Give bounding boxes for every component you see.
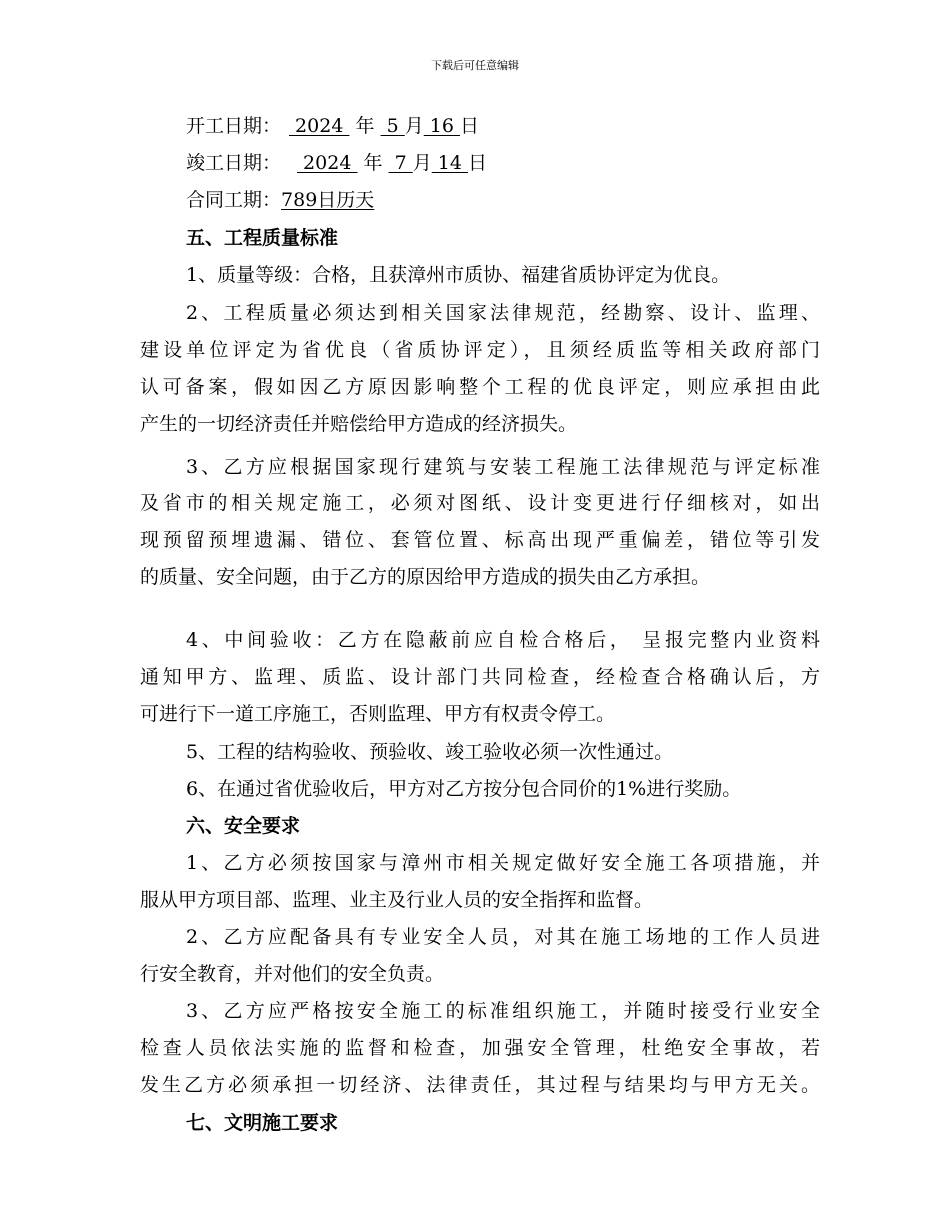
s5-line-13: 5、工程的结构验收、预验收、竣工验收必须一次性通过。 — [186, 741, 674, 763]
s5-line-8: 现预留预埋遗漏、错位、套管位置、标高出现严重偏差，错位等引发 — [140, 529, 820, 551]
duration-line — [186, 189, 820, 212]
section7-title: 七、文明施工要求 — [186, 1112, 339, 1134]
start-date-label: 开工日期： — [186, 115, 282, 137]
end-month: 7 — [388, 152, 413, 174]
s6-line-6: 检查人员依法实施的监督和检查，加强安全管理，杜绝安全事故，若 — [140, 1037, 820, 1059]
s5-line-2: 2、工程质量必须达到相关国家法律规范，经勘察、设计、监理、 — [186, 302, 820, 324]
s5-line-12: 可进行下一道工序施工，否则监理、甲方有权责令停工。 — [140, 703, 616, 725]
duration-value: 789日历天 — [281, 189, 375, 211]
s5-line-7: 及省市的相关规定施工，必须对图纸、设计变更进行仔细核对，如出 — [140, 492, 820, 514]
s6-line-5: 3、乙方应严格按安全施工的标准组织施工，并随时接受行业安全 — [186, 1000, 820, 1022]
s6-line-1: 1、乙方必须按国家与漳州市相关规定做好安全施工各项措施，并 — [186, 852, 820, 874]
section6-title: 六、安全要求 — [186, 815, 301, 837]
s5-line-1: 1、质量等级：合格，且获漳州市质协、福建省质协评定为优良。 — [186, 264, 731, 286]
s5-line-3: 建设单位评定为省优良（省质协评定），且须经质监等相关政府部门 — [140, 339, 820, 361]
duration-label: 合同工期： — [186, 189, 282, 211]
s6-line-3: 2、乙方应配备具有专业安全人员，对其在施工场地的工作人员进 — [186, 926, 820, 948]
end-month-unit: 月 — [412, 152, 432, 174]
s5-line-10: 4、中间验收：乙方在隐蔽前应自检合格后， 呈报完整内业资料 — [186, 629, 820, 651]
end-date-line — [186, 152, 820, 175]
start-day-unit: 日 — [460, 115, 480, 137]
s6-line-2: 服从甲方项目部、监理、业主及行业人员的安全指挥和监督。 — [140, 889, 654, 911]
start-year: 2024 — [289, 115, 350, 137]
s5-line-11: 通知甲方、监理、质监、设计部门共同检查，经检查合格确认后，方 — [140, 666, 820, 688]
end-year-unit: 年 — [363, 152, 383, 174]
s5-line-6: 3、乙方应根据国家现行建筑与安装工程施工法律规范与评定标准 — [186, 456, 820, 478]
start-month: 5 — [380, 115, 405, 137]
end-day: 14 — [431, 152, 469, 174]
start-year-unit: 年 — [355, 115, 375, 137]
s5-line-4: 认可备案，假如因乙方原因影响整个工程的优良评定，则应承担由此 — [140, 376, 820, 398]
s6-line-7: 发生乙方必须承担一切经济、法律责任，其过程与结果均与甲方无关。 — [140, 1074, 820, 1096]
s6-line-4: 行安全教育，并对他们的安全负责。 — [140, 963, 445, 985]
start-month-unit: 月 — [404, 115, 424, 137]
section5-title: 五、工程质量标准 — [186, 227, 339, 249]
end-day-unit: 日 — [468, 152, 488, 174]
page-header: 下载后可任意编辑 — [431, 59, 519, 72]
start-date-line — [186, 115, 820, 138]
end-date-label: 竣工日期： — [186, 152, 282, 174]
end-year: 2024 — [297, 152, 358, 174]
s5-line-9: 的质量、安全问题，由于乙方的原因给甲方造成的损失由乙方承担。 — [140, 566, 711, 588]
s5-line-14: 6、在通过省优验收后，甲方对乙方按分包合同价的1%进行奖励。 — [186, 778, 742, 800]
s5-line-5: 产生的一切经济责任并赔偿给甲方造成的经济损失。 — [140, 413, 578, 435]
start-day: 16 — [423, 115, 461, 137]
